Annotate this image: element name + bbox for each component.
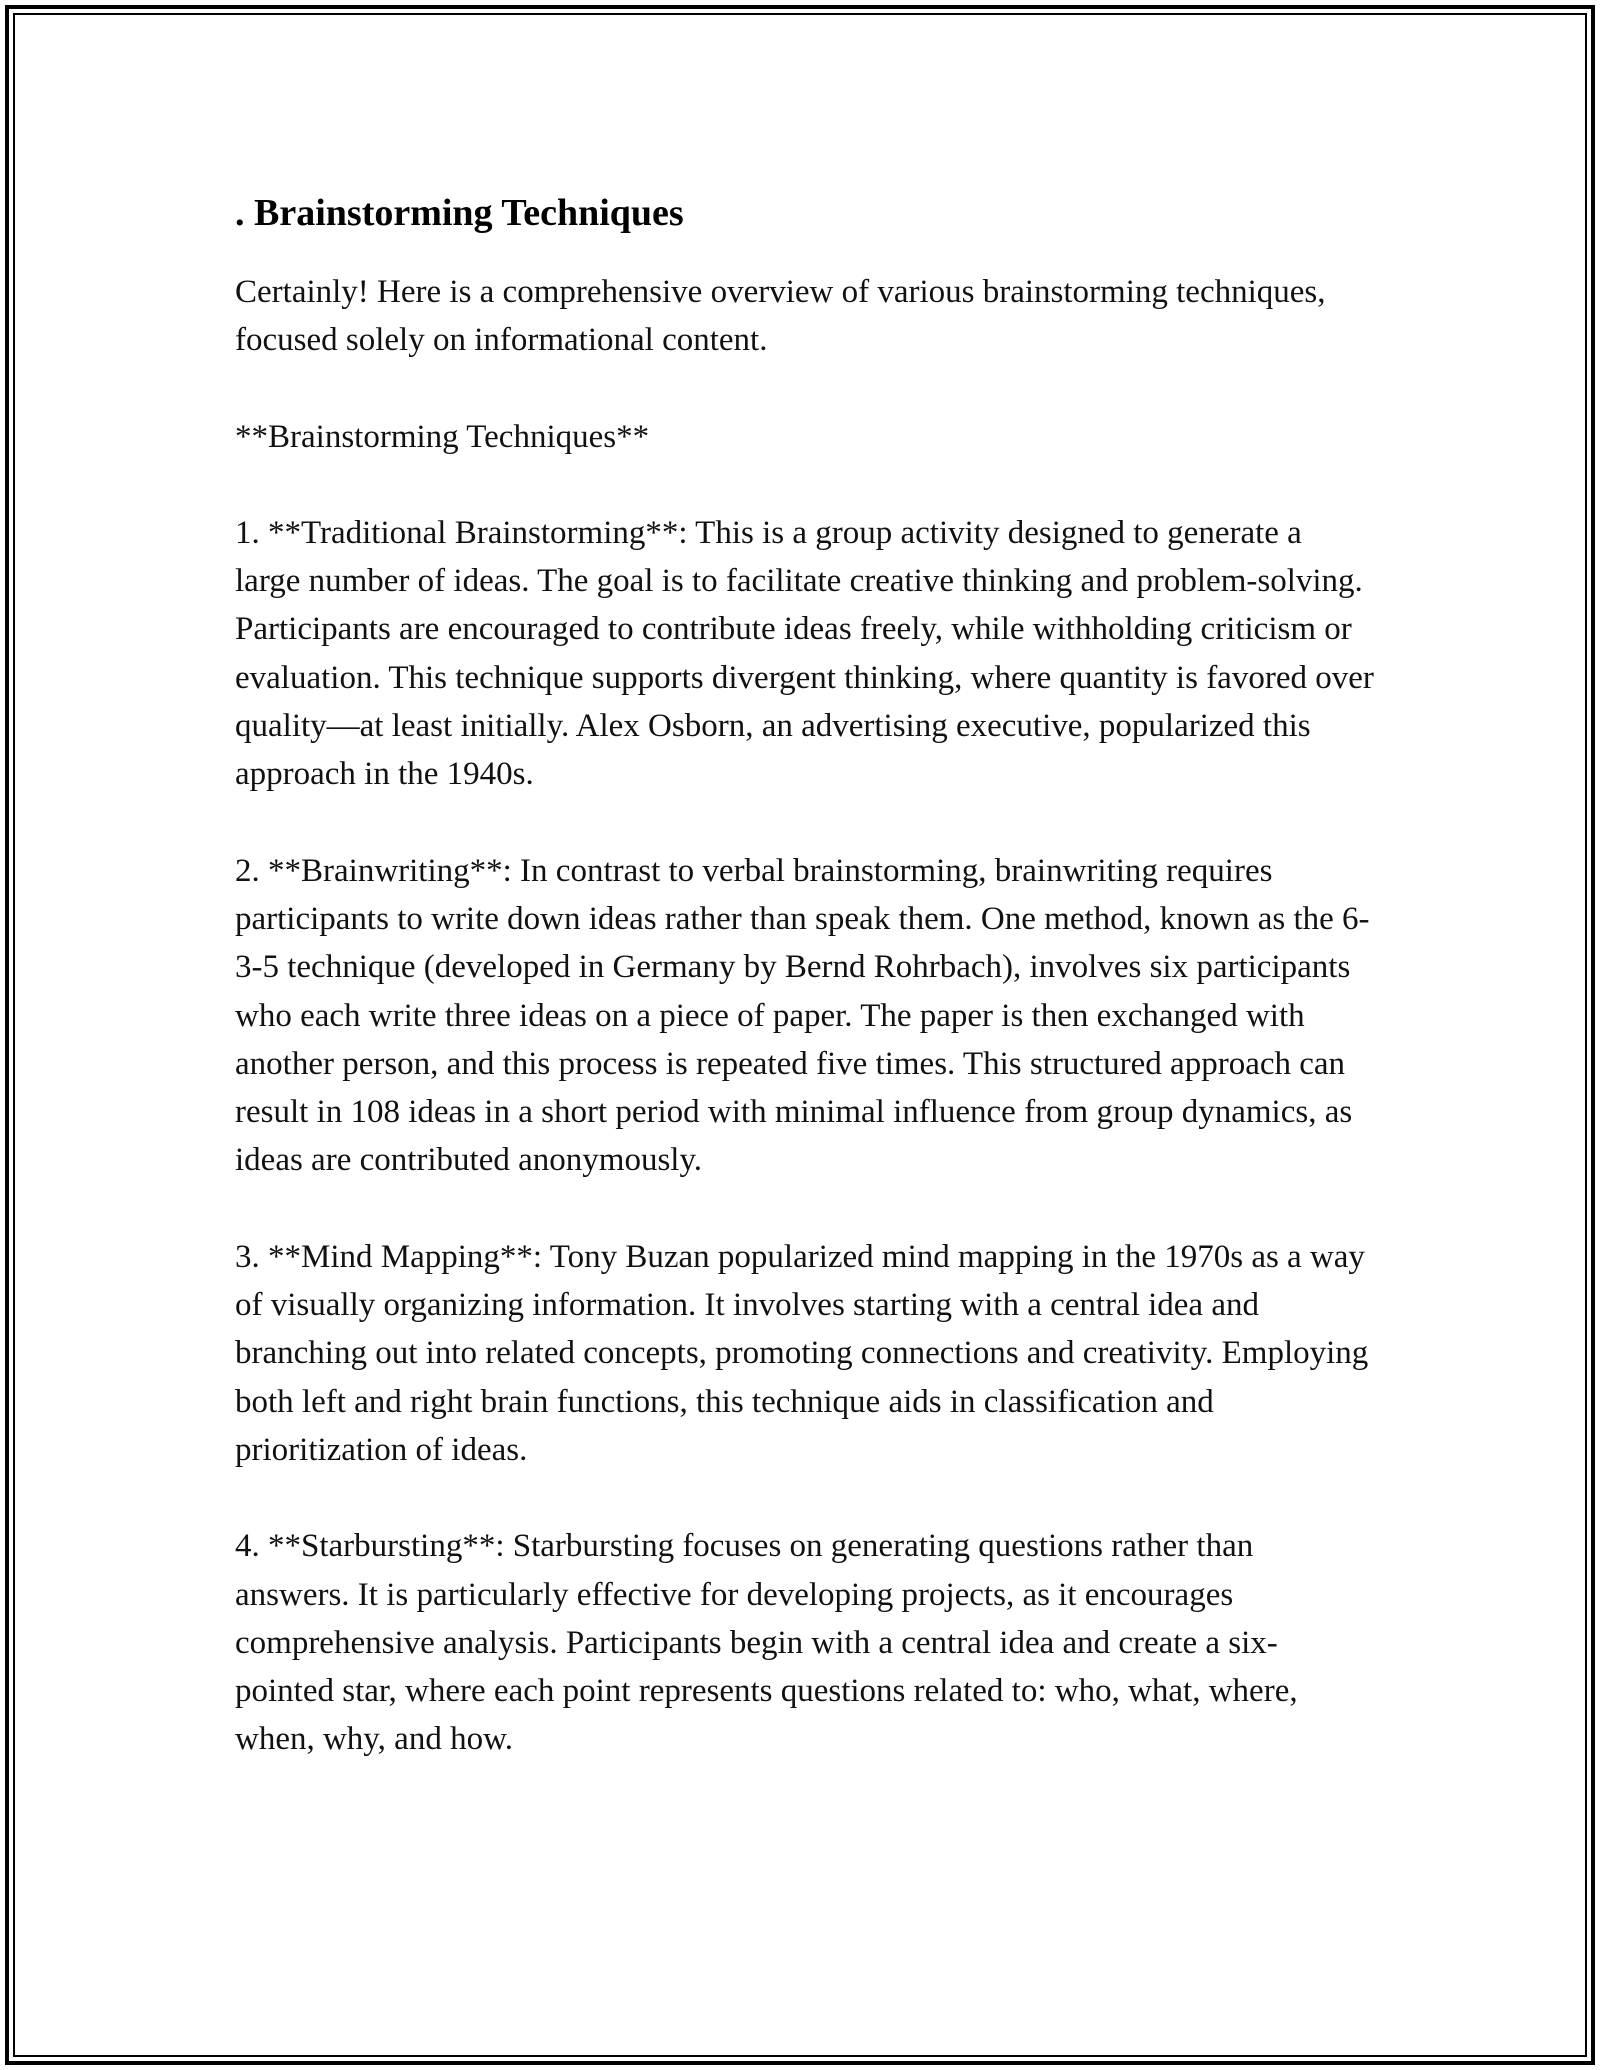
technique-mind-mapping: 3. **Mind Mapping**: Tony Buzan popularized mind mapping in the 1970s as a way of visually organizing information. It involves starting with a central idea and branching out into related concepts, promoting connections and creativity. Employing both left and right brain functions, this technique aids in classification and prioritization of ideas. <box>235 1238 1369 1468</box>
section-heading: **Brainstorming Techniques** <box>235 418 650 455</box>
intro-paragraph: Certainly! Here is a comprehensive overview of various brainstorming techniques, focused solely on informational content. <box>235 274 1326 359</box>
document-title: . Brainstorming Techniques <box>235 192 684 234</box>
technique-starbursting: 4. **Starbursting**: Starbursting focuses on generating questions rather than answers. It is particularly effective for developing projects, as it encourages comprehensive analysis. Participants begin with a central idea and create a six-pointed star, where each point represents questions related to: who, what, where, when, why, and how. <box>235 1528 1298 1758</box>
document-body <box>235 188 1375 1812</box>
technique-brainwriting: 2. **Brainwriting**: In contrast to verbal brainstorming, brainwriting requires participants to write down ideas rather than speak them. One method, known as the 6-3-5 technique (developed in Germany by Bernd Rohrbach), involves six participants who each write three ideas on a piece of paper. The paper is then exchanged with another person, and this process is repeated five times. This structured approach can result in 108 ideas in a short period with minimal influence from group dynamics, as ideas are contributed anonymously. <box>235 852 1370 1179</box>
technique-traditional-brainstorming: 1. **Traditional Brainstorming**: This is a group activity designed to generate a large number of ideas. The goal is to facilitate creative thinking and problem-solving. Participants are encouraged to contribute ideas freely, while withholding criticism or evaluation. This technique supports divergent thinking, where quantity is favored over quality—at least initially. Alex Osborn, an advertising executive, popularized this approach in the 1940s. <box>235 514 1374 793</box>
